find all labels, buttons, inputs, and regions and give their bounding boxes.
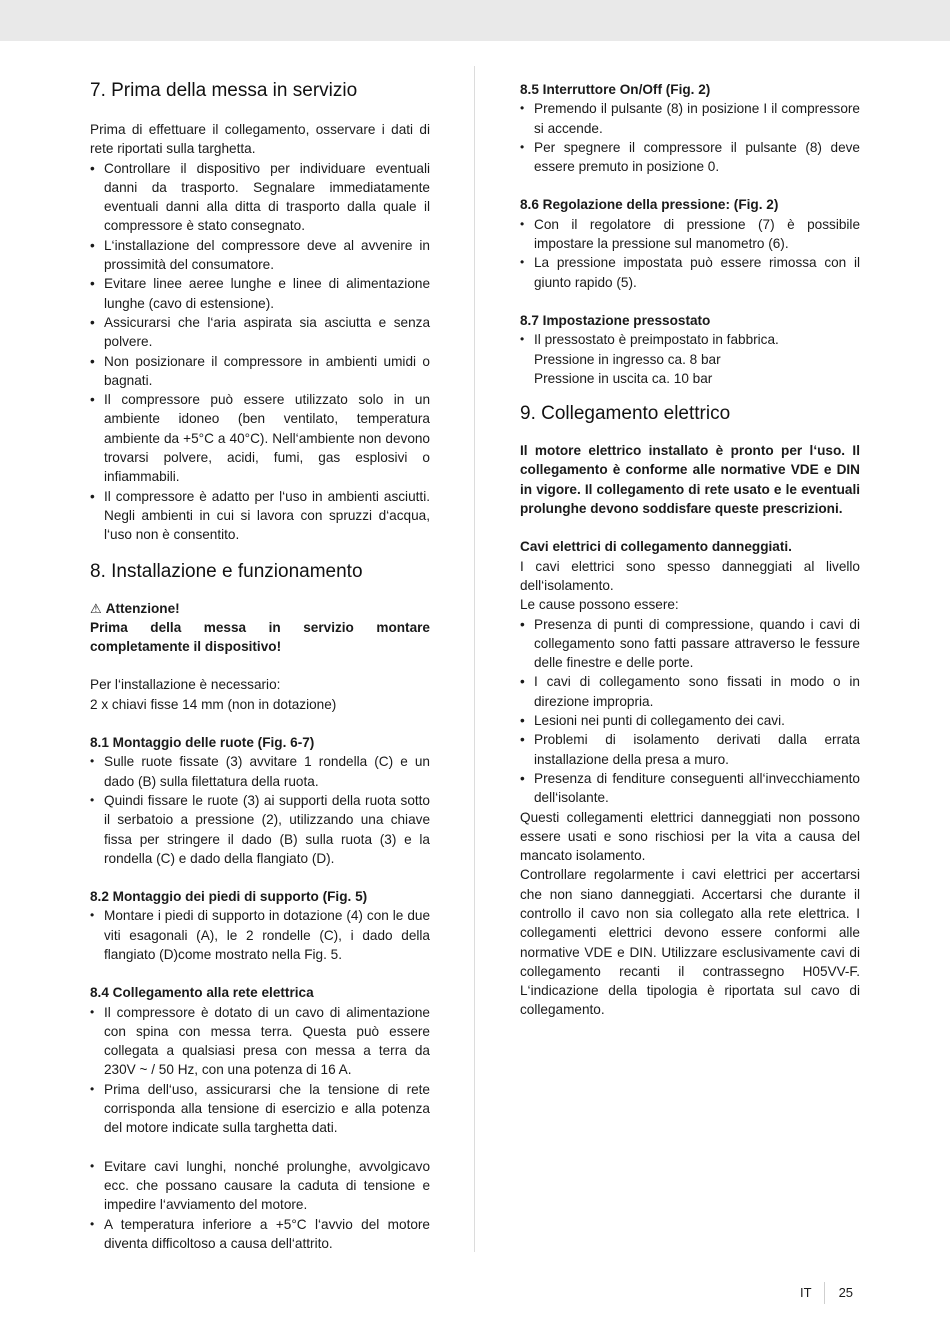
list-item: • Per spegnere il compressore il pulsante (8) deve essere premuto in posizione 0. <box>520 138 860 177</box>
section-8-7-title: 8.7 Impostazione pressostato <box>520 312 711 328</box>
list-item: • Problemi di isolamento derivati dalla errata installazione della presa a muro. <box>520 730 860 769</box>
list-item: • Con il regolatore di pressione (7) è possibile impostare la pressione sul manometro (6). <box>520 215 860 254</box>
damaged-cables-title: Cavi elettrici di collegamento danneggiati. <box>520 539 792 555</box>
section-7-intro: Prima di effettuare il collegamento, osservare i dati di rete riportati sulla targhetta. <box>90 122 430 157</box>
section-8-6-title: 8.6 Regolazione della pressione: (Fig. 2) <box>520 197 779 213</box>
list-item: • I cavi di collegamento sono fissati in modo o in direzione impropria. <box>520 672 860 711</box>
footer-separator <box>824 1282 825 1304</box>
top-bar <box>0 0 950 41</box>
section-9-paragraph: Controllare regolarmente i cavi elettrici per accertarsi che non siano danneggiati. Accertarsi che durante il controllo il cavo non sia collegato alla rete elettrica. I collegamenti elettrici devono essere conformi alle normative VDE e DIN. Utilizzare esclusivamente cavi di collegamento recanti il contrassegno H05VV-F. L‘indicazione della tipologia è riportata sul cavo di collegamento. <box>520 867 860 1018</box>
list-item: • Presenza di fenditure conseguenti all‘invecchiamento dell‘isolante. <box>520 769 860 808</box>
list-item: • A temperatura inferiore a +5°C l‘avvio del motore diventa difficoltoso a causa dell‘attrito. <box>90 1215 430 1254</box>
section-8-4-list-continued <box>90 1157 430 1253</box>
section-9-title: 9. Collegamento elettrico <box>520 403 731 425</box>
list-item: • Sulle ruote fissate (3) avvitare 1 rondella (C) e un dado (B) sulla filettatura della ruota. <box>90 752 430 791</box>
list-item: • Evitare cavi lunghi, nonché prolunghe, avvolgicavo ecc. che possano causare la caduta di tensione e impedire l‘avviamento del motore. <box>90 1157 430 1215</box>
section-9-intro: Il motore elettrico installato è pronto per l‘uso. Il collegamento è conforme alle normative VDE e DIN in vigore. Il collegamento di rete usato e le eventuali prolunghe devono soddisfare queste prescrizioni. <box>520 443 860 517</box>
list-item: • Il pressostato è preimpostato in fabbrica. <box>520 330 860 349</box>
causes-list <box>520 615 860 808</box>
page-number: 25 <box>838 1285 854 1301</box>
warning-triangle-icon: ⚠ <box>90 600 102 616</box>
list-item: • Il compressore è adatto per l‘uso in ambienti asciutti. Negli ambienti in cui si lavora con spruzzi d‘acqua, l‘uso non è consentito. <box>90 487 430 545</box>
section-8-1-title: 8.1 Montaggio delle ruote (Fig. 6-7) <box>90 735 315 751</box>
warning-text: Prima della messa in servizio montare completamente il dispositivo! <box>90 619 430 655</box>
list-item: • Il compressore è dotato di un cavo di alimentazione con spina con messa terra. Questa può essere collegata a qualsiasi presa con messa a terra da 230V ~ / 50 Hz, con una potenza di 16 A. <box>90 1003 430 1080</box>
list-item: • Presenza di punti di compressione, quando i cavi di collegamento sono fatti passare attraverso le fessure delle finestre e delle porte. <box>520 615 860 673</box>
section-8-1-list <box>90 752 430 868</box>
list-item: • Non posizionare il compressore in ambienti umidi o bagnati. <box>90 352 430 391</box>
section-8-2-list <box>90 906 430 964</box>
list-item: • Prima dell‘uso, assicurarsi che la tensione di rete corrisponda alla tensione di esercizio e alla potenza del motore indicate sulla targhetta dati. <box>90 1080 430 1138</box>
section-8-5-title: 8.5 Interruttore On/Off (Fig. 2) <box>520 82 711 97</box>
language-code: IT <box>800 1285 812 1301</box>
requirement-line: Per l‘installazione è necessario: <box>90 677 281 693</box>
causes-intro: Le cause possono essere: <box>520 597 679 613</box>
pressure-out: Pressione in uscita ca. 10 bar <box>534 370 713 386</box>
list-item: • Assicurarsi che l‘aria aspirata sia asciutta e senza polvere. <box>90 313 430 352</box>
page-footer <box>800 1282 853 1304</box>
list-item: • Lesioni nei punti di collegamento dei cavi. <box>520 711 860 730</box>
list-item: • L‘installazione del compressore deve al avvenire in prossimità del consumatore. <box>90 236 430 275</box>
warning-heading: ⚠ Attenzione! <box>90 599 430 618</box>
list-item: • Il compressore può essere utilizzato solo in un ambiente idoneo (ben ventilato, temperatura ambiente da +5°C a 40°C). Nell‘ambiente non devono trovarsi polvere, acidi, fumi, gas esplosivi o infiammabili. <box>90 390 430 486</box>
section-8-5-list <box>520 99 860 176</box>
section-8-6-list <box>520 215 860 292</box>
damaged-cables-text: I cavi elettrici sono spesso danneggiati al livello dell‘isolamento. <box>520 558 860 593</box>
list-item: • Controllare il dispositivo per individuare eventuali danni da trasporto. Segnalare immediatamente eventuali danni alla ditta di trasporto dalla quale il compressore è stato consegnato. <box>90 159 430 236</box>
section-7-list <box>90 159 430 545</box>
section-8-title: 8. Installazione e funzionamento <box>90 560 363 582</box>
list-item: • Premendo il pulsante (8) in posizione I il compressore si accende. <box>520 99 860 138</box>
pressure-in: Pressione in ingresso ca. 8 bar <box>534 351 721 367</box>
section-9-paragraph: Questi collegamenti elettrici danneggiati non possono essere usati e sono rischiosi per la vita a causa del mancato isolamento. <box>520 809 860 864</box>
list-item: • La pressione impostata può essere rimossa con il giunto rapido (5). <box>520 253 860 292</box>
left-column <box>90 79 430 1253</box>
column-divider <box>474 66 475 1252</box>
list-item: • Quindi fissare le ruote (3) ai supporti della ruota sotto il serbatoio a pressione (2), utilizzando una chiave fissa per stringere il dado (B) sulla ruota (3) e la rondella (C) e dado della flangiato (D). <box>90 791 430 868</box>
requirement-line: 2 x chiavi fisse 14 mm (non in dotazione) <box>90 696 337 712</box>
section-8-4-list <box>90 1003 430 1138</box>
list-item: • Montare i piedi di supporto in dotazione (4) con le due viti esagonali (A), le 2 rondelle (C), i dado della flangiato (D)come mostrato nella Fig. 5. <box>90 906 430 964</box>
section-8-4-title: 8.4 Collegamento alla rete elettrica <box>90 985 314 1001</box>
section-7-title: 7. Prima della messa in servizio <box>90 80 358 101</box>
section-8-2-title: 8.2 Montaggio dei piedi di supporto (Fig. 5) <box>90 889 368 905</box>
right-column <box>520 80 860 1020</box>
section-8-7-list <box>520 330 860 349</box>
list-item: • Evitare linee aeree lunghe e linee di alimentazione lunghe (cavo di estensione). <box>90 274 430 313</box>
